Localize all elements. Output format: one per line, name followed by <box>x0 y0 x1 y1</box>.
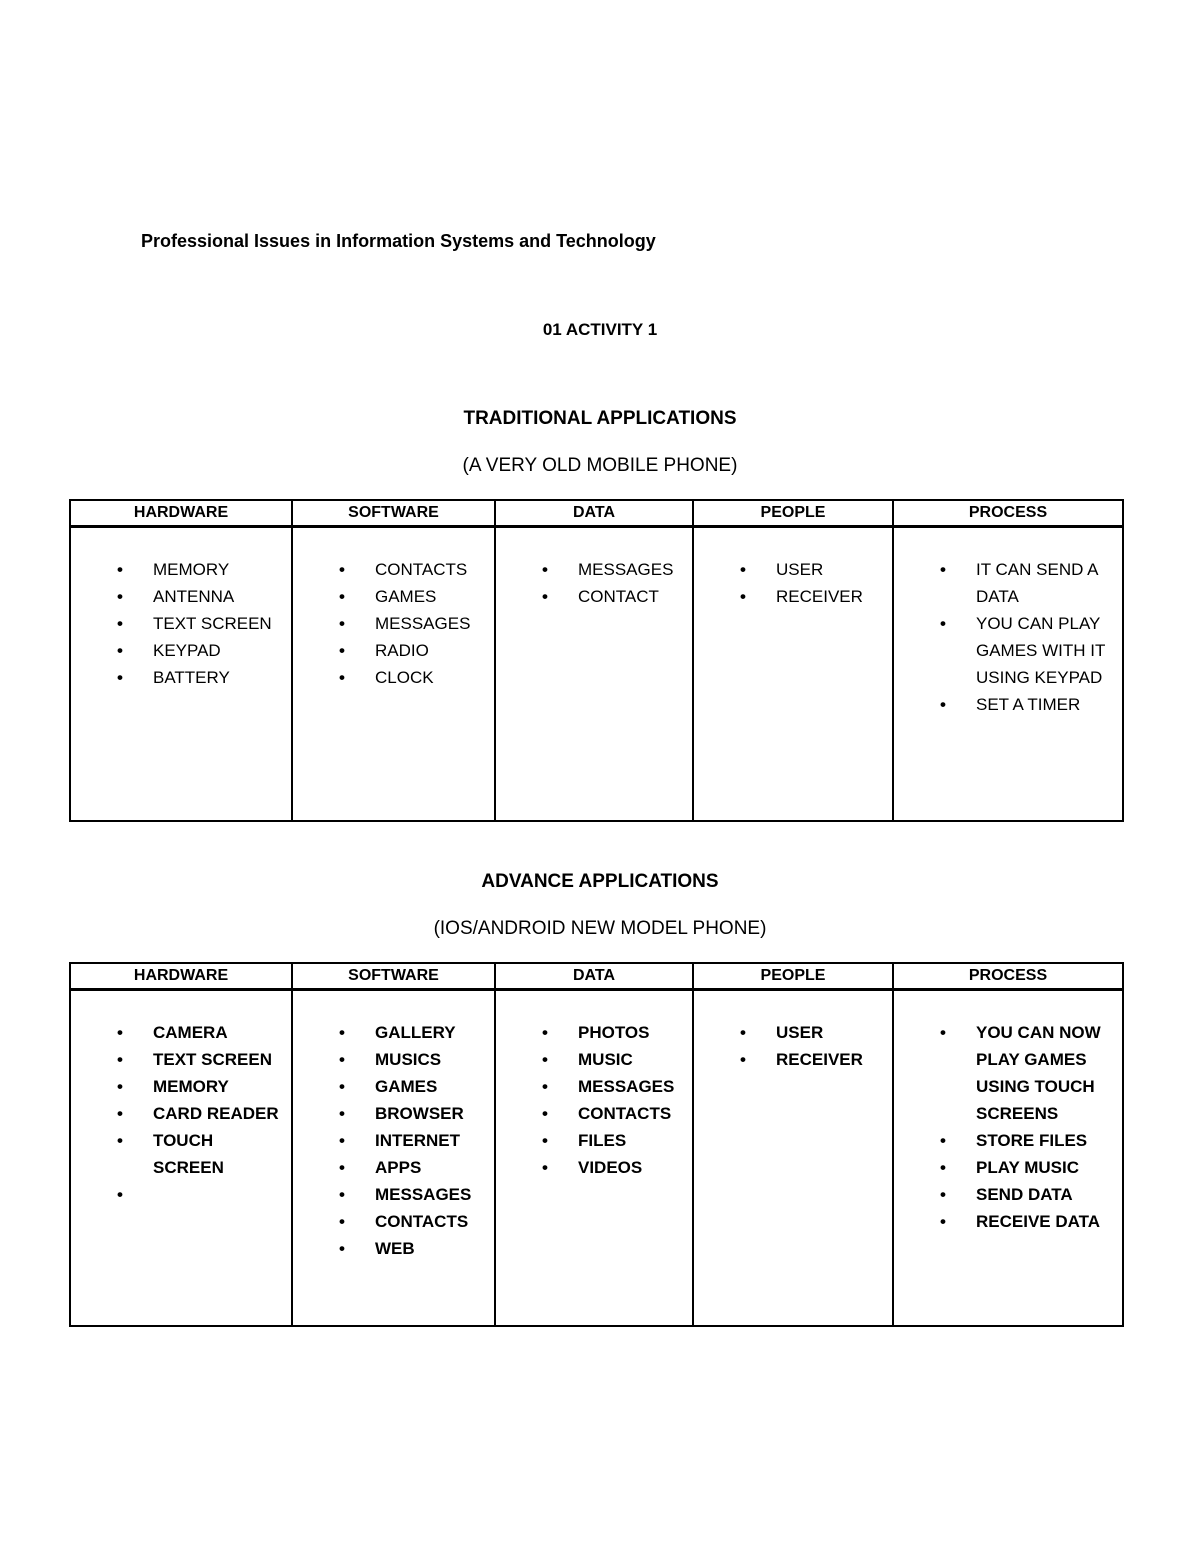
list-item: • GAMES <box>339 1073 488 1100</box>
list-item: • ANTENNA <box>117 583 285 610</box>
list-item: • MEMORY <box>117 1073 285 1100</box>
list-item: • WEB <box>339 1235 488 1262</box>
list-item: • MUSIC <box>542 1046 686 1073</box>
software-list <box>293 528 494 691</box>
list-item: • MESSAGES <box>339 610 488 637</box>
software-list <box>293 991 494 1262</box>
list-item: • INTERNET <box>339 1127 488 1154</box>
list-item: • CAMERA <box>117 1019 285 1046</box>
people-list <box>694 528 892 610</box>
list-item: • KEYPAD <box>117 637 285 664</box>
list-item: • MESSAGES <box>542 556 686 583</box>
column-header-data: DATA <box>495 963 693 990</box>
course-title: Professional Issues in Information Systems and Technology <box>141 231 656 251</box>
list-item: • MEMORY <box>117 556 285 583</box>
hardware-list <box>71 991 291 1208</box>
list-item: • CONTACTS <box>339 556 488 583</box>
table-header-row <box>70 500 1123 527</box>
list-item: • MUSICS <box>339 1046 488 1073</box>
software-cell <box>292 990 495 1327</box>
column-header-people: PEOPLE <box>693 963 893 990</box>
process-cell <box>893 527 1123 822</box>
list-item: • CONTACTS <box>339 1208 488 1235</box>
traditional-heading: TRADITIONAL APPLICATIONS <box>463 408 737 429</box>
table-header-row <box>70 963 1123 990</box>
data-cell <box>495 990 693 1327</box>
list-item: • BATTERY <box>117 664 285 691</box>
list-item: • CARD READER <box>117 1100 285 1127</box>
list-item: • TEXT SCREEN <box>117 1046 285 1073</box>
column-header-process: PROCESS <box>893 500 1123 527</box>
list-item: • GAMES <box>339 583 488 610</box>
list-item: • IT CAN SEND A DATA <box>940 556 1116 610</box>
people-cell <box>693 527 893 822</box>
list-item: • TOUCH SCREEN <box>117 1127 285 1181</box>
list-item: • SET A TIMER <box>940 691 1116 718</box>
column-header-hardware: HARDWARE <box>70 963 292 990</box>
list-item: • PLAY MUSIC <box>940 1154 1116 1181</box>
list-item: • YOU CAN PLAY GAMES WITH IT USING KEYPAD <box>940 610 1116 691</box>
list-item: • RECEIVER <box>740 1046 886 1073</box>
list-item: • SEND DATA <box>940 1181 1116 1208</box>
table-row <box>70 990 1123 1327</box>
hardware-cell <box>70 990 292 1327</box>
advance-subheading: (IOS/ANDROID NEW MODEL PHONE) <box>433 918 767 939</box>
people-list <box>694 991 892 1073</box>
list-item: • CLOCK <box>339 664 488 691</box>
data-list <box>496 528 692 610</box>
list-item: • TEXT SCREEN <box>117 610 285 637</box>
list-item: • VIDEOS <box>542 1154 686 1181</box>
software-cell <box>292 527 495 822</box>
list-item: • GALLERY <box>339 1019 488 1046</box>
list-item: • BROWSER <box>339 1100 488 1127</box>
column-header-software: SOFTWARE <box>292 500 495 527</box>
traditional-table <box>69 499 1124 822</box>
column-header-people: PEOPLE <box>693 500 893 527</box>
hardware-list <box>71 528 291 691</box>
list-item: • CONTACTS <box>542 1100 686 1127</box>
list-item: • PHOTOS <box>542 1019 686 1046</box>
list-item: • RECEIVE DATA <box>940 1208 1116 1235</box>
column-header-data: DATA <box>495 500 693 527</box>
process-cell <box>893 990 1123 1327</box>
list-item: • USER <box>740 556 886 583</box>
list-item: • USER <box>740 1019 886 1046</box>
list-item: • APPS <box>339 1154 488 1181</box>
list-item: • RADIO <box>339 637 488 664</box>
traditional-subheading: (A VERY OLD MOBILE PHONE) <box>462 455 738 476</box>
list-item: • MESSAGES <box>339 1181 488 1208</box>
list-item: • FILES <box>542 1127 686 1154</box>
list-item: • CONTACT <box>542 583 686 610</box>
activity-title: 01 ACTIVITY 1 <box>542 320 658 339</box>
advance-table <box>69 962 1124 1327</box>
column-header-software: SOFTWARE <box>292 963 495 990</box>
list-item: • MESSAGES <box>542 1073 686 1100</box>
list-item <box>117 1181 285 1208</box>
list-item: • RECEIVER <box>740 583 886 610</box>
table-row <box>70 527 1123 822</box>
advance-heading: ADVANCE APPLICATIONS <box>481 871 719 892</box>
column-header-process: PROCESS <box>893 963 1123 990</box>
list-item: • STORE FILES <box>940 1127 1116 1154</box>
process-list <box>894 528 1122 718</box>
people-cell <box>693 990 893 1327</box>
list-item: • YOU CAN NOW PLAY GAMES USING TOUCH SCREENS <box>940 1019 1116 1127</box>
process-list <box>894 991 1122 1235</box>
data-list <box>496 991 692 1181</box>
column-header-hardware: HARDWARE <box>70 500 292 527</box>
hardware-cell <box>70 527 292 822</box>
data-cell <box>495 527 693 822</box>
